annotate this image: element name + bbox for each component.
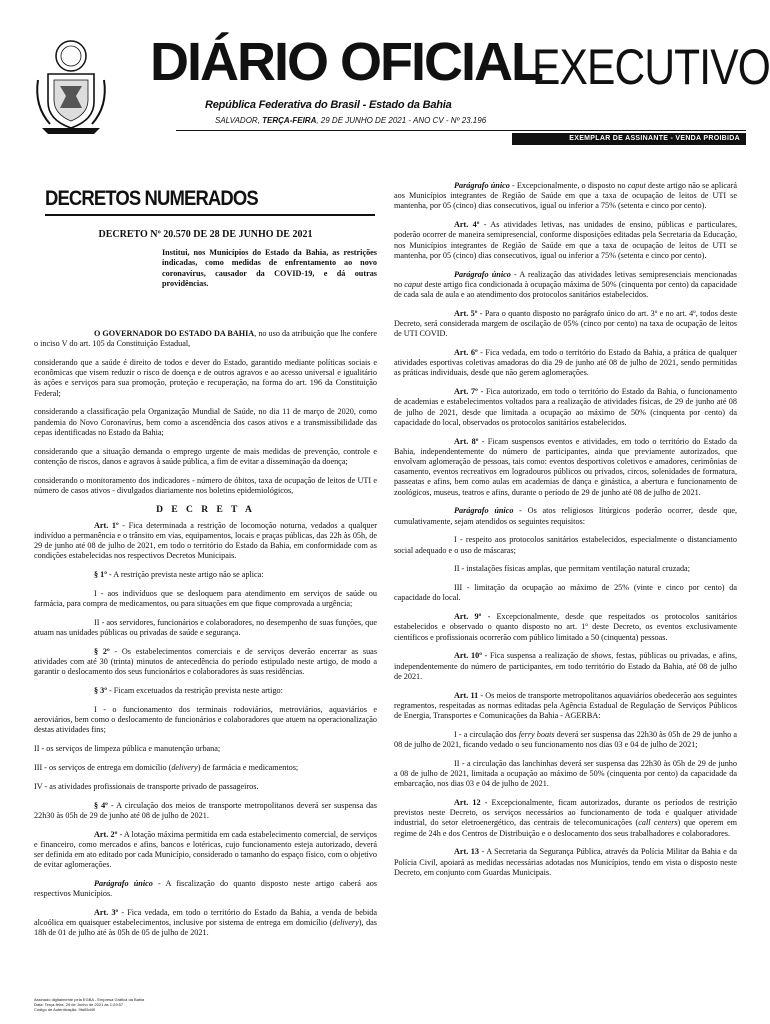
section-title: DECRETOS NUMERADOS bbox=[45, 187, 258, 210]
item: II - instalações físicas amplas, que permitam ventilação natural cruzada; bbox=[454, 564, 690, 574]
footer-line: Código de Autenticação: 9fa05d49 bbox=[34, 1007, 96, 1012]
masthead-divider bbox=[176, 130, 746, 131]
item: III - limitação da ocupação ao máximo de 25% (vinte e cinco por cento) da capacidade do local. bbox=[394, 583, 737, 603]
item: I - o funcionamento dos terminais rodoviários, metroviários, aquaviários e aeroviários, bem como o deslocamento de funcionários e colaboradores que atuem na operacionalização destas atividades fins; bbox=[34, 705, 377, 735]
left-column bbox=[34, 220, 377, 947]
paragraph: Parágrafo único - A realização das atividades letivas semipresenciais mencionadas no caput deste artigo fica condicionada à ocupação máxima de 50% (cinquenta por cento) da capacidade de cada sala de aula e ao atendimento dos protocolos sanitários estabelecidos. bbox=[394, 269, 737, 300]
bahia-coat-of-arms-icon bbox=[32, 36, 110, 136]
masthead-date: SALVADOR, TERÇA-FEIRA, 29 DE JUNHO DE 2021 - ANO CV - Nº 23.196 bbox=[215, 116, 487, 125]
masthead-title: DIÁRIO OFICIAL bbox=[150, 32, 542, 92]
article: Art. 1º - Fica determinada a restrição de locomoção noturna, vedados a qualquer indivíduo a permanência e o trânsito em vias, equipamentos, locais e praças públicas, das 22h às 05h, de 29 de junho até 08 de julho de 2021, em todo o território do Estado da Bahia, em conformidade com as condições estabelecidas nos respectivos Decretos Municipais. bbox=[34, 520, 377, 561]
section-rule bbox=[45, 214, 375, 216]
article: Art. 5º - Para o quanto disposto no parágrafo único do art. 3º e no art. 4º, todos deste Decreto, será considerada margem de oscilação de 05% (cinco por cento) na taxa de ocupação de leitos de UTI COVID. bbox=[394, 308, 737, 339]
article: Art. 6º - Fica vedada, em todo o território do Estado da Bahia, a prática de qualquer atividades esportivas coletivas amadoras do dia 29 de junho até 08 de julho de 2021, sendo permitidas as práticas individuais, desde que não gerem aglomerações. bbox=[394, 348, 737, 378]
item: IV - as atividades profissionais de transporte privado de passageiros. bbox=[34, 781, 259, 791]
article: Art. 12 - Excepcionalmente, ficam autorizados, durante os períodos de restrição previstos neste Decreto, os serviços necessários ao funcionamento de toda e qualquer atividade industrial, do setor eletroenergético, das centrais de telecomunicações (call centers) que operem em regime de 24h e dos Centros de Distribuição e o deslocamento dos seus trabalhadores e colaboradores. bbox=[394, 798, 738, 838]
article: Art. 8º - Ficam suspensos eventos e atividades, em todo o território do Estado da Bahia, independentemente do número de participantes, ainda que previamente autorizados, que envolvam aglomeração de pessoas, tais como: eventos desportivos coletivos e amadores, cerimônias de casamento, eventos recreativos em logradouros públicos ou privados, circos, solenidades de formatura, passeatas e afins, bem como aulas em academias de dança e ginástica, a abertura e funcionamento de zoológicos, museus, teatros e afins, durante o período de 29 de junho até 08 de julho de 2021. bbox=[394, 436, 737, 497]
masthead bbox=[0, 0, 770, 150]
article: Art. 9º - Excepcionalmente, desde que respeitados os protocolos sanitários estabelecidos e observado o quanto disposto no art. 1º deste Decreto, os eventos exclusivamente científicos e profissionais ocorrerão com público limitado a 50 (cinquenta) pessoas. bbox=[394, 612, 737, 642]
paragraph: § 1º - A restrição prevista neste artigo não se aplica: bbox=[94, 570, 264, 580]
decreta-heading: D E C R E T A bbox=[156, 504, 255, 515]
paragraph: Parágrafo único - A fiscalização do quanto disposto neste artigo caberá aos respectivos Municípios. bbox=[34, 879, 377, 899]
item: I - respeito aos protocolos sanitários estabelecidos, especialmente o distanciamento social adequado e o uso de máscaras; bbox=[394, 535, 737, 555]
item: II - os serviços de limpeza pública e manutenção urbana; bbox=[34, 744, 221, 754]
item: III - os serviços de entrega em domicílio (delivery) de farmácia e medicamentos; bbox=[34, 763, 299, 773]
article: Art. 11 - Os meios de transporte metropolitanos aquaviários obedecerão aos seguintes regramentos, respeitadas as normas editadas pela Agência Estadual de Regulação de Serviços Públicos de Energia, Transportes e Comunicações da Bahia - AGERBA: bbox=[394, 690, 737, 721]
item: I - aos indivíduos que se desloquem para atendimento em serviços de saúde ou farmácia, para compra de medicamentos, ou para situações em que fique comprovada a urgência; bbox=[34, 589, 377, 609]
paragraph: Parágrafo único - Excepcionalmente, o disposto no caput deste artigo não se aplicará aos Municípios integrantes de Região de Saúde em que a taxa de ocupação de leitos de UTI se mantenha, por 05 (cinco) dias consecutivos, igual ou inferior a 75% (setenta e cinco por cento). bbox=[394, 181, 738, 211]
decree-ementa: Institui, nos Municípios do Estado da Bahia, as restrições indicadas, como medidas de enfrentamento ao novo coronavírus, causador da COVID-19, e dá outras providências. bbox=[162, 248, 377, 288]
item: II - aos servidores, funcionários e colaboradores, no desempenho de suas funções, que atuam nas unidades públicas ou privadas de saúde e segurança. bbox=[34, 618, 377, 638]
article: Art. 13 - A Secretaria da Segurança Pública, através da Polícia Militar da Bahia e da Polícia Civil, apoiará as medidas necessárias adotadas nos Municípios, tendo em vista o disposto neste Decreto, em conjunto com Guardas Municipais. bbox=[394, 847, 738, 877]
paragraph: § 4º - A circulação dos meios de transporte metropolitanos deverá ser suspensa das 22h30 às 05h de 29 de junho até 08 de julho de 2021. bbox=[34, 800, 377, 820]
paragraph: § 3º - Ficam excetuados da restrição prevista neste artigo: bbox=[94, 686, 283, 696]
paragraph: Parágrafo único - Os atos religiosos litúrgicos poderão ocorrer, desde que, cumulativamente, sejam atendidos os seguintes requisitos: bbox=[394, 506, 737, 526]
article: Art. 2º - A lotação máxima permitida em cada estabelecimento comercial, de serviços e financeiro, como mercados e afins, bancos e lotéricas, cujo funcionamento esteja autorizado, deverá ser definida em ato editado por cada Município, considerado o tamanho do espaço físico, com o objetivo de evitar aglomerações. bbox=[34, 829, 377, 870]
masthead-republic: República Federativa do Brasil - Estado da Bahia bbox=[205, 99, 452, 111]
article: Art. 7º - Fica autorizado, em todo o território do Estado da Bahia, o funcionamento de academias e estabelecimentos voltados para a realização de atividades físicas, de 29 de junho até 08 de julho de 2021, desde que limitada a ocupação ao máximo de 50% (cinquenta por cento) da capacidade do local, observados os protocolos sanitários estabelecidos. bbox=[394, 387, 737, 427]
paragraph: considerando a classificação pela Organização Mundial de Saúde, no dia 11 de março de 2020, como pandemia do Novo Coronavírus, bem como a ascendência dos casos ativos e a transmissibilidade das cepas identificadas no Estado da Bahia; bbox=[34, 407, 377, 437]
paragraph: considerando que a saúde é direito de todos e dever do Estado, garantido mediante políticas sociais e econômicas que visem reduzir o risco de doença e de outros agravos e ao acesso universal e igualitário às ações e serviços para sua promoção, proteção e recuperação, na forma do art. 196 da Constituição Federal; bbox=[34, 358, 377, 398]
article: Art. 4º - As atividades letivas, nas unidades de ensino, públicas e particulares, poderão ocorrer de maneira semipresencial, conforme disposições editadas pela Secretaria da Educação, nos Municípios integrantes de Região de Saúde em que a taxa de ocupação de leitos de UTI se mantenha, por 05 (cinco) dias consecutivos, igual ou inferior a 75% (setenta e cinco por cento). bbox=[394, 220, 737, 260]
paragraph: considerando que a situação demanda o emprego urgente de mais medidas de prevenção, controle e contenção de riscos, danos e agravos à saúde pública, a fim de evitar a disseminação da doença; bbox=[34, 446, 377, 466]
right-column bbox=[394, 181, 737, 887]
footer-line: Assinado digitalmente pela EGBA - Empresa Gráfica da Bahia bbox=[34, 997, 145, 1002]
item: II - a circulação das lanchinhas deverá ser suspensa das 22h30 às 05h de 29 de junho a 08 de julho de 2021, limitada a ocupação ao máximo de 50% (cinquenta por cento) da capacidade da embarcação, nos dias 03 e 04 de julho de 2021. bbox=[394, 758, 737, 789]
footer-line: Data: Terça-feira, 29 de Junho de 2021 às 1:29:57 bbox=[34, 1002, 124, 1007]
decree-title: DECRETO Nº 20.570 DE 28 DE JUNHO DE 2021 bbox=[98, 229, 313, 240]
masthead-subtitle: EXECUTIVO bbox=[532, 39, 770, 95]
item: I - a circulação dos ferry boats deverá ser suspensa das 22h30 às 05h de 29 de junho a 08 de julho de 2021, ficando vedado o seu funcionamento nos dias 03 e 04 de julho de 2021; bbox=[394, 729, 737, 750]
subscriber-banner: EXEMPLAR DE ASSINANTE - VENDA PROIBIDA bbox=[512, 133, 746, 145]
paragraph: § 2º - Os estabelecimentos comerciais e de serviços deverão encerrar as suas atividades com até 30 (trinta) minutos de antecedência do período estipulado neste artigo, de modo a garantir o deslocamento dos seus funcionários e colaboradores às suas residências. bbox=[34, 647, 378, 677]
article: Art. 10º - Fica suspensa a realização de shows, festas, públicas ou privadas, e afins, independentemente do número de participantes, em todo território do Estado da Bahia, até 08 de julho de 2021. bbox=[394, 651, 737, 681]
paragraph: considerando o monitoramento dos indicadores - número de óbitos, taxa de ocupação de leitos de UTI e número de casos ativos - divulgados diariamente nos boletins epidemiológicos, bbox=[34, 475, 377, 495]
article: Art. 3º - Fica vedada, em todo o território do Estado da Bahia, a venda de bebida alcoólica em quaisquer estabelecimentos, inclusive por sistema de entrega em domicílio (delivery), das 18h de 01 de julho até às 05h de 05 de julho de 2021. bbox=[34, 908, 377, 938]
signature-footer bbox=[34, 997, 144, 1012]
paragraph: O GOVERNADOR DO ESTADO DA BAHIA, no uso da atribuição que lhe confere o inciso V do art. 105 da Constituição Estadual, bbox=[34, 329, 378, 349]
